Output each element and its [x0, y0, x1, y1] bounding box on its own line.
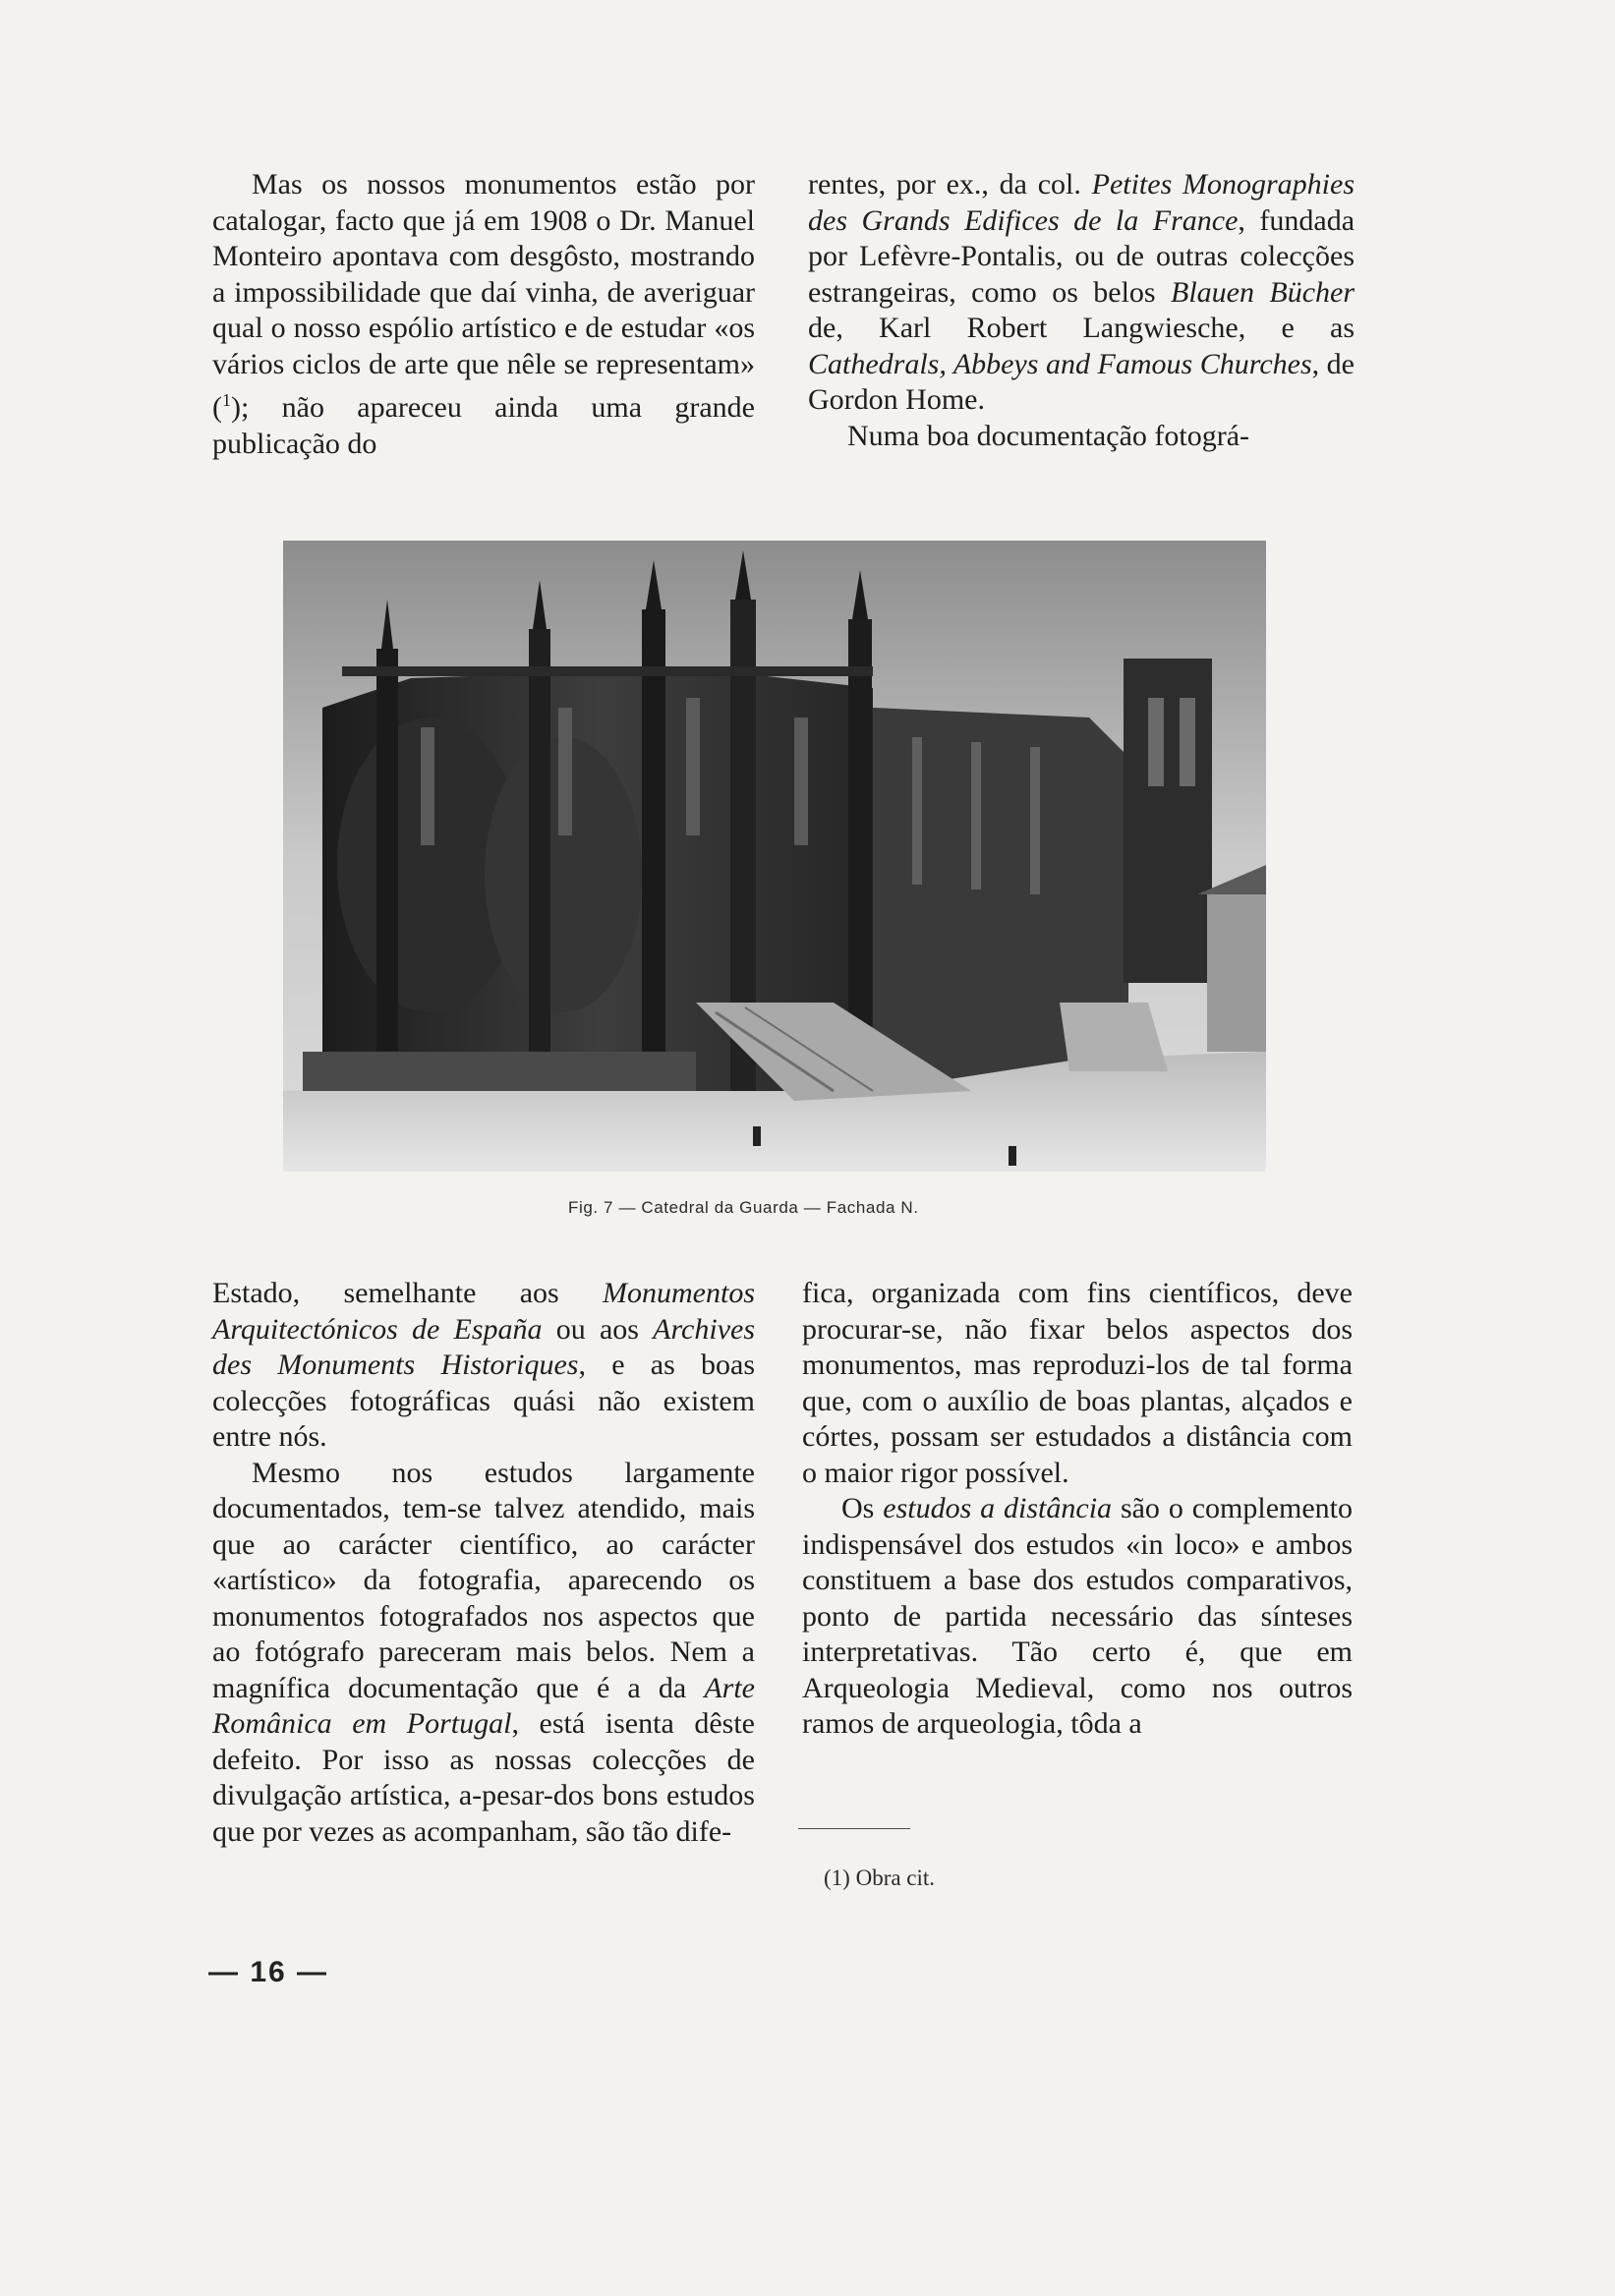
footnote-reference[interactable]: 1: [222, 390, 231, 410]
paragraph: rentes, por ex., da col. Petites Monographies des Grands Edifices de la France, fundada por Lefèvre-Pontalis, ou de outras colecções estrangeiras, como os belos Blauen Bücher de, Karl Robert Langwiesche, e as Cathedrals, Abbeys and Famous Churches, de Gordon Home.: [808, 168, 1355, 416]
book-title: Petites Monographies des Grands Edifices de la France: [808, 168, 1355, 237]
book-title: Arte Românica em Portugal: [212, 1671, 755, 1740]
column-bottom-left: [212, 1276, 755, 1850]
page-number: — 16 —: [208, 1956, 329, 1988]
column-top-left: [212, 167, 755, 462]
column-bottom-right: [802, 1276, 1353, 1743]
paragraph: Mas os nossos monumentos estão por catalogar, facto que já em 1908 o Dr. Manuel Monteiro apontava com desgôsto, mostrando a impossibilidade que daí vinha, de averiguar qual o nosso espólio artístico e de estudar «os vários ciclos de arte que nêle se representam» ($^1$); não apareceu ainda uma grande publicação do: [212, 168, 755, 460]
footnote-mark: (1): [824, 1866, 850, 1890]
cathedral-photo: [283, 541, 1266, 1172]
column-top-right: [808, 167, 1355, 454]
book-title: Blauen Bücher: [1171, 275, 1355, 309]
book-title: Monumentos Arquitectónicos de España: [212, 1277, 755, 1346]
paragraph: Mesmo nos estudos largamente documentados, tem-se talvez atendido, mais que ao carácter científico, ao carácter «artístico» da fotografia, aparecendo os monumentos fotografados nos aspectos que ao fotógrafo pareceram mais belos. Nem a magnífica documentação que é a da Arte Românica em Portugal, está isenta dêste defeito. Por isso as nossas colecções de divulgação artística, a-pesar-dos bons estudos que por vezes as acompanham, são tão dife-: [212, 1456, 755, 1848]
footnote: [824, 1866, 935, 1891]
paragraph: fica, organizada com fins científicos, deve procurar-se, não fixar belos aspectos dos monumentos, mas reproduzi-los de tal forma que, com o auxílio de boas plantas, alçados e córtes, possam ser estudados a distância com o maior rigor possível.: [802, 1277, 1353, 1489]
cathedral-photo-image: [283, 541, 1266, 1172]
book-title: Cathedrals, Abbeys and Famous Churches: [808, 347, 1312, 380]
figure-caption: Fig. 7 — Catedral da Guarda — Fachada N.: [568, 1198, 919, 1217]
paragraph: Os estudos a distância são o complemento indispensável dos estudos «in loco» e ambos constituem a base dos estudos comparativos, ponto de partida necessário das sínteses interpretativas. Tão certo é, que em Arqueologia Medieval, como nos outros ramos de arqueologia, tôda a: [802, 1492, 1354, 1740]
paragraph: Numa boa documentação fotográ-: [847, 419, 1249, 452]
emphasis: estudos a distância: [883, 1492, 1113, 1524]
footnote-rule: [798, 1828, 910, 1829]
book-title: Archives des Monuments Historiques: [212, 1312, 755, 1381]
footnote-text: Obra cit.: [855, 1866, 936, 1890]
paragraph: Estado, semelhante aos Monumentos Arquitectónicos de España ou aos Archives des Monuments Historiques, e as boas colecções fotográficas quási não existem entre nós.: [212, 1277, 755, 1453]
